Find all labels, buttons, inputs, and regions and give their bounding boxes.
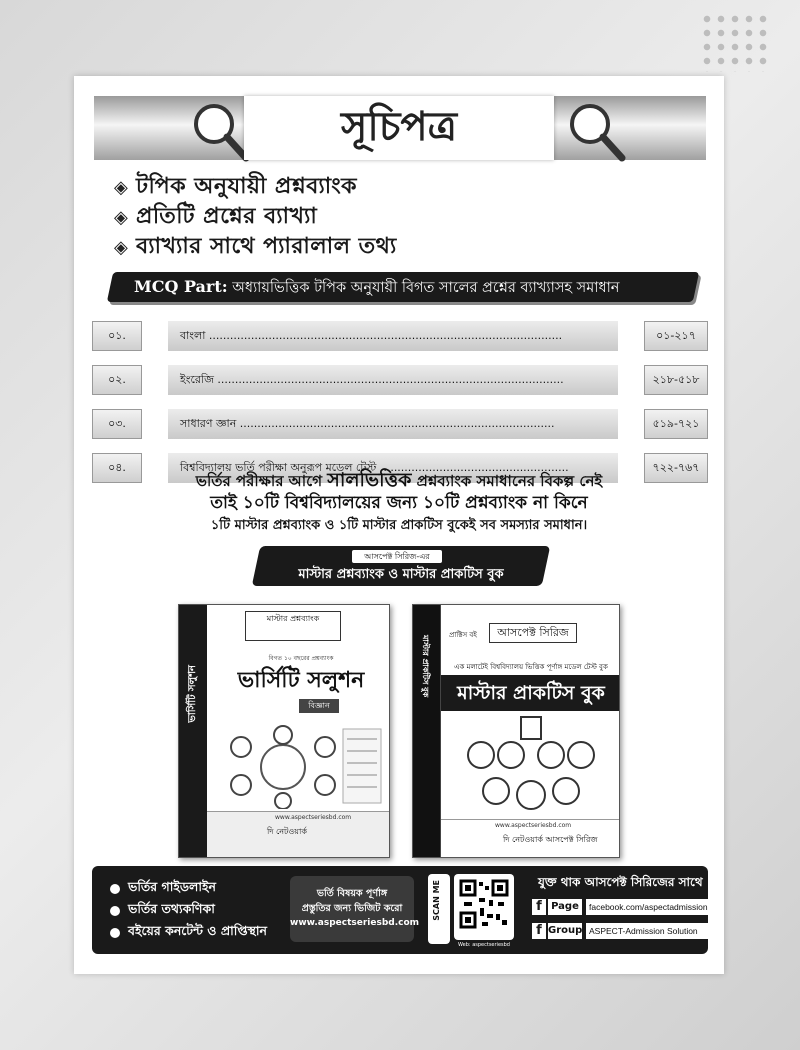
- series-tag-main: মাস্টার প্রশ্নব্যাংক ও মাস্টার প্রাকটিস বুক: [298, 567, 504, 582]
- book-url: www.aspectseriesbd.com: [495, 822, 572, 829]
- chapter-number: ০২.: [92, 365, 142, 395]
- book-tag: বিজ্ঞান: [299, 699, 339, 713]
- footer-list-item: [110, 922, 267, 944]
- promo-line-1: [74, 466, 724, 490]
- book-publisher: দি নেটওয়ার্ক আসপেক্ট সিরিজ: [503, 835, 598, 844]
- book-publisher: দি নেটওয়ার্ক: [267, 827, 307, 836]
- feature-text: প্রতিটি প্রশ্নের ব্যাখ্যা: [136, 203, 318, 229]
- footer-list: [110, 878, 267, 944]
- feature-text: ব্যাখ্যার সাথে প্যারালাল তথ্য: [136, 233, 397, 259]
- scan-me-label: [428, 874, 450, 944]
- book-cover-varsity-solution: [178, 604, 390, 858]
- bullet-icon: [110, 928, 120, 938]
- promo-line-1b: প্রশ্নব্যাংক সমাধানের বিকল্প নেই: [416, 472, 603, 490]
- chapter-subject: বিশ্ববিদ্যালয় ভর্তি পরীক্ষা অনুরূপ মডেল টেস্ট ......................................................: [168, 453, 618, 483]
- book-title: মাস্টার প্রাকটিস বুক: [441, 675, 620, 711]
- diamond-bullet-icon: ◈: [114, 176, 128, 198]
- qr-code-icon[interactable]: [454, 874, 514, 940]
- university-logos-illustration: [213, 723, 385, 809]
- chapter-row: [92, 409, 708, 439]
- visit-line-1: ভর্তি বিষয়ক পূর্ণাঙ্গ: [316, 888, 388, 899]
- title-box: [244, 96, 554, 160]
- mcq-heading: [134, 277, 619, 301]
- book-url: www.aspectseriesbd.com: [275, 814, 352, 821]
- chapter-number: ০৪.: [92, 453, 142, 483]
- chapter-pages: ৭২২-৭৬৭: [644, 453, 708, 483]
- book-subtitle: এক মলাটেই বিশ্ববিদ্যালয় ভিত্তিক পূর্ণাঙ্গ মডেল টেস্ট বুক: [454, 663, 608, 671]
- magnifier-icon: [188, 100, 252, 164]
- diamond-bullet-icon: ◈: [114, 236, 128, 258]
- promo-highlight: সালভিত্তিক: [327, 469, 412, 491]
- chapter-pages: ২১৮-৫১৮: [644, 365, 708, 395]
- book-title: ভার্সিটি সলুশন: [237, 668, 365, 693]
- visit-box: [290, 876, 420, 942]
- decorative-dots: [700, 12, 770, 72]
- chapter-row: [92, 365, 708, 395]
- book-series-label: মাস্টার প্রশ্নব্যাংক: [245, 611, 341, 641]
- promo-text: [74, 466, 724, 538]
- promo-line-3: ১টি মাস্টার প্রশ্নব্যাংক ও ১টি মাস্টার প্রাকটিস বুকেই সব সমস্যার সমাধান।: [210, 518, 588, 533]
- bullet-icon: [110, 906, 120, 916]
- book-badge: প্রাক্টিস বই: [449, 631, 477, 639]
- mcq-prefix: MCQ Part:: [134, 277, 228, 296]
- promo-line-2: তাই ১০টি বিশ্ববিদ্যালয়ের জন্য ১০টি প্রশ্নব্যাংক না কিনে: [210, 493, 588, 513]
- page-label: Page: [548, 899, 584, 915]
- title-banner: [94, 96, 706, 160]
- spine-title: মাস্টার প্রাকটিস বুক: [421, 635, 430, 698]
- book-footer: [441, 819, 620, 857]
- series-tag-small: আসপেক্ট সিরিজ-এর: [352, 550, 442, 563]
- book-spine: [413, 605, 441, 857]
- feature-list: [114, 172, 397, 262]
- group-label: Group: [548, 923, 584, 939]
- visit-line-2: প্রস্তুতির জন্য ভিজিট করো: [301, 903, 403, 914]
- footer-list-text: ভর্তির তথ্যকণিকা: [128, 901, 215, 916]
- chapter-subject: বাংলা .....................................................................................................: [168, 321, 618, 351]
- social-heading: যুক্ত থাক আসপেক্ট সিরিজের সাথে: [538, 875, 703, 889]
- footer-bar: [92, 866, 708, 954]
- promo-line-1a: ভর্তির পরীক্ষার আগে: [195, 472, 323, 490]
- website-link[interactable]: www.aspectseriesbd.com: [290, 918, 420, 928]
- facebook-icon: f: [532, 899, 546, 915]
- university-logos-illustration: [441, 711, 620, 821]
- chapter-pages: ৫১৯-৭২১: [644, 409, 708, 439]
- index-page: [74, 76, 724, 974]
- feature-item: [114, 172, 397, 202]
- facebook-group-link[interactable]: ASPECT-Admission Solution: [586, 923, 708, 939]
- diamond-bullet-icon: ◈: [114, 206, 128, 228]
- magnifier-icon: [564, 100, 628, 164]
- chapter-number: ০১.: [92, 321, 142, 351]
- chapter-subject: ইংরেজি ...................................................................................................: [168, 365, 618, 395]
- facebook-group-row[interactable]: [532, 922, 708, 940]
- bullet-icon: [110, 884, 120, 894]
- chapter-pages: ০১-২১৭: [644, 321, 708, 351]
- book-spine: [179, 605, 207, 857]
- chapter-number: ০৩.: [92, 409, 142, 439]
- qr-caption: Web: aspectseriesbd: [458, 942, 510, 948]
- facebook-page-row[interactable]: [532, 898, 708, 916]
- feature-item: [114, 202, 397, 232]
- chapter-row: [92, 321, 708, 351]
- book-cover-master-practice: [412, 604, 620, 858]
- facebook-page-link[interactable]: facebook.com/aspectadmission: [586, 899, 708, 915]
- feature-text: টপিক অনুযায়ী প্রশ্নব্যাংক: [136, 173, 358, 199]
- book-series-label: আসপেক্ট সিরিজ: [489, 623, 577, 643]
- footer-list-text: বইয়ের কনটেন্ট ও প্রাপ্তিস্থান: [128, 923, 268, 938]
- footer-list-item: [110, 900, 267, 922]
- page-title: সূচিপত্র: [341, 102, 457, 150]
- footer-list-text: ভর্তির গাইডলাইন: [128, 879, 216, 894]
- mcq-description: অধ্যায়ভিত্তিক টপিক অনুযায়ী বিগত সালের প্রশ্নের ব্যাখ্যাসহ সমাধান: [232, 280, 620, 296]
- book-footer: [207, 811, 390, 857]
- scan-me-text: SCAN ME: [432, 880, 441, 921]
- footer-list-item: [110, 878, 267, 900]
- chapter-subject: সাধারণ জ্ঞান ..........................................................................................: [168, 409, 618, 439]
- feature-item: [114, 232, 397, 262]
- book-subtitle: বিগত ১০ বছরের প্রশ্নব্যাংক: [268, 655, 334, 662]
- spine-title: ভার্সিটি সলুশন: [187, 665, 198, 723]
- facebook-icon: f: [532, 923, 546, 939]
